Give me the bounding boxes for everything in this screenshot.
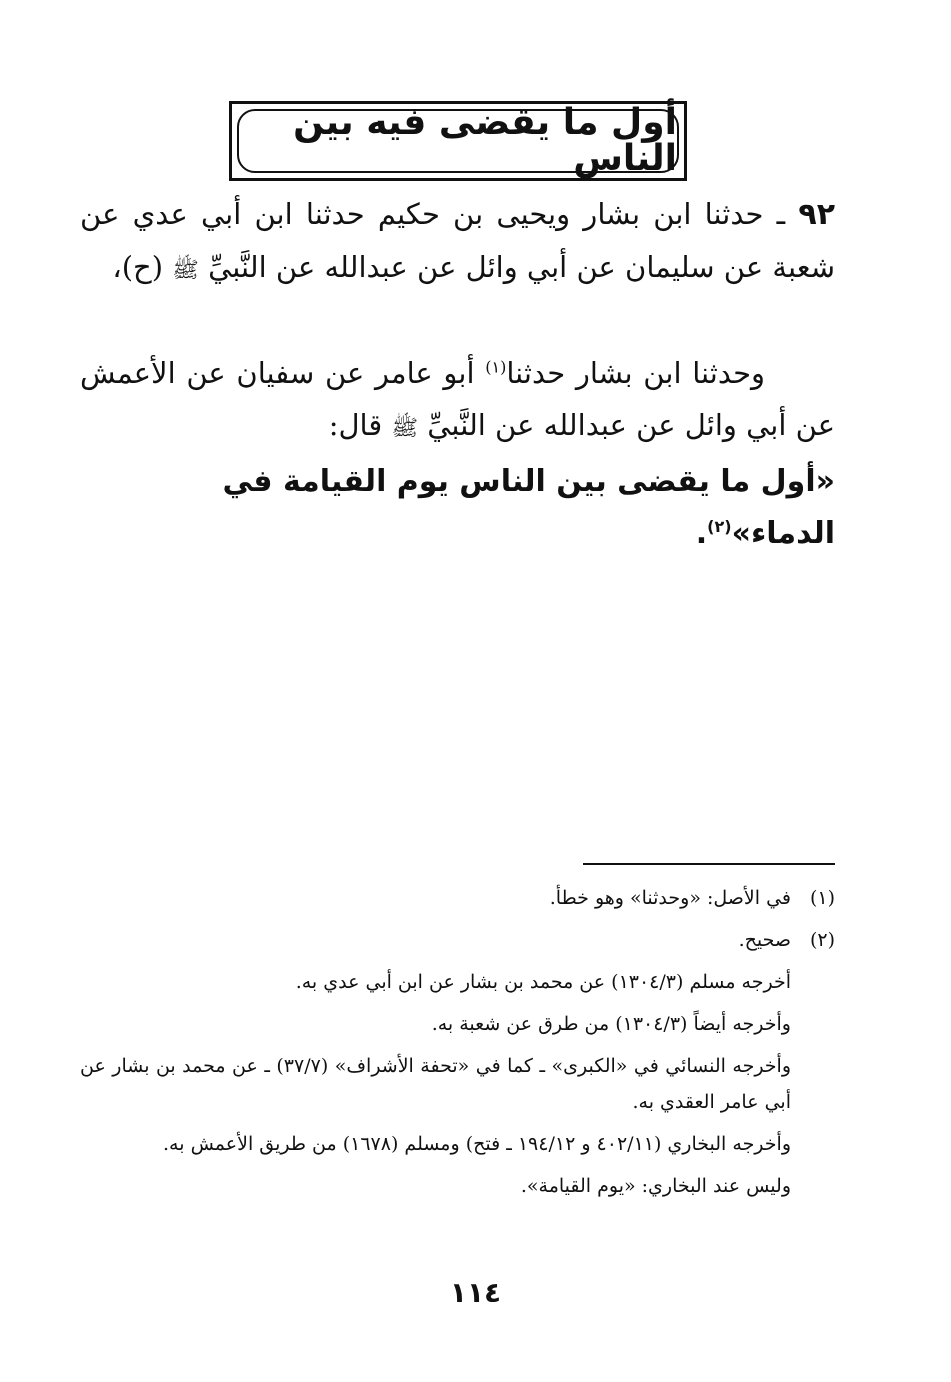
hadith-chain-2a: وحدثنا ابن بشار حدثنا [506, 356, 766, 390]
chapter-heading: أول ما يقضى فيه بين الناس [293, 102, 677, 179]
footnote-2-line-2: وأخرجه أيضاً (١٣٠٤/٣) من طرق عن شعبة به. [431, 1013, 791, 1035]
hadith-chain-2b: أبو عامر عن سفيان عن الأعمش عن أبي وائل عن عبدالله عن النَّبيِّ [80, 356, 835, 442]
footnotes-section [80, 880, 835, 1210]
hadith-matn-end: . [695, 516, 708, 551]
honorific-glyph: ﷺ [391, 416, 419, 441]
hadith-matn-text: «أول ما يقضى بين الناس يوم القيامة في الدماء» [222, 464, 835, 551]
footnote-2-line-3: وأخرجه النسائي في «الكبرى» ـ كما في «تحفة الأشراف» (٣٧/٧) ـ عن محمد بن بشار عن أبي عامر العقدي به. [80, 1055, 792, 1113]
hadith-chain-1-end: (ح)، [112, 250, 164, 284]
footnote-2-line-1: أخرجه مسلم (١٣٠٤/٣) عن محمد بن بشار عن ابن أبي عدي به. [295, 971, 791, 993]
footnote-2 [80, 922, 835, 958]
chapter-heading-box [229, 101, 687, 181]
hadith-paragraph-2 [80, 347, 835, 455]
footnote-separator [583, 863, 835, 865]
honorific-glyph: ﷺ [172, 258, 199, 283]
footnote-1-text: في الأصل: «وحدثنا» وهو خطأ. [549, 887, 791, 909]
footnote-ref-2[interactable]: (٢) [707, 517, 732, 536]
hadith-paragraph-1 [80, 188, 835, 297]
footnote-2-line-4: وأخرجه البخاري (٤٠٢/١١ و ١٩٤/١٢ ـ فتح) ومسلم (١٦٧٨) من طريق الأعمش به. [163, 1133, 791, 1155]
hadith-chain-2-end: قال: [328, 408, 383, 442]
hadith-matn [80, 456, 835, 560]
hadith-chain-1: ـ حدثنا ابن بشار ويحيى بن حكيم حدثنا ابن أبي عدي عن شعبة عن سليمان عن أبي وائل عن عبدالله عن النَّبيِّ [80, 197, 835, 284]
footnote-ref-1[interactable]: (١) [485, 357, 507, 377]
footnote-1-marker: (١) [809, 887, 835, 909]
footnote-2-line-5: وليس عند البخاري: «يوم القيامة». [520, 1175, 791, 1197]
footnote-1 [80, 880, 835, 916]
footnote-2-marker: (٢) [809, 929, 835, 951]
page-number: ١١٤ [449, 1276, 502, 1309]
chapter-heading-inner-frame [237, 102, 679, 179]
hadith-number: ٩٢ [798, 197, 836, 232]
footnote-2-text: صحيح. [738, 929, 791, 951]
